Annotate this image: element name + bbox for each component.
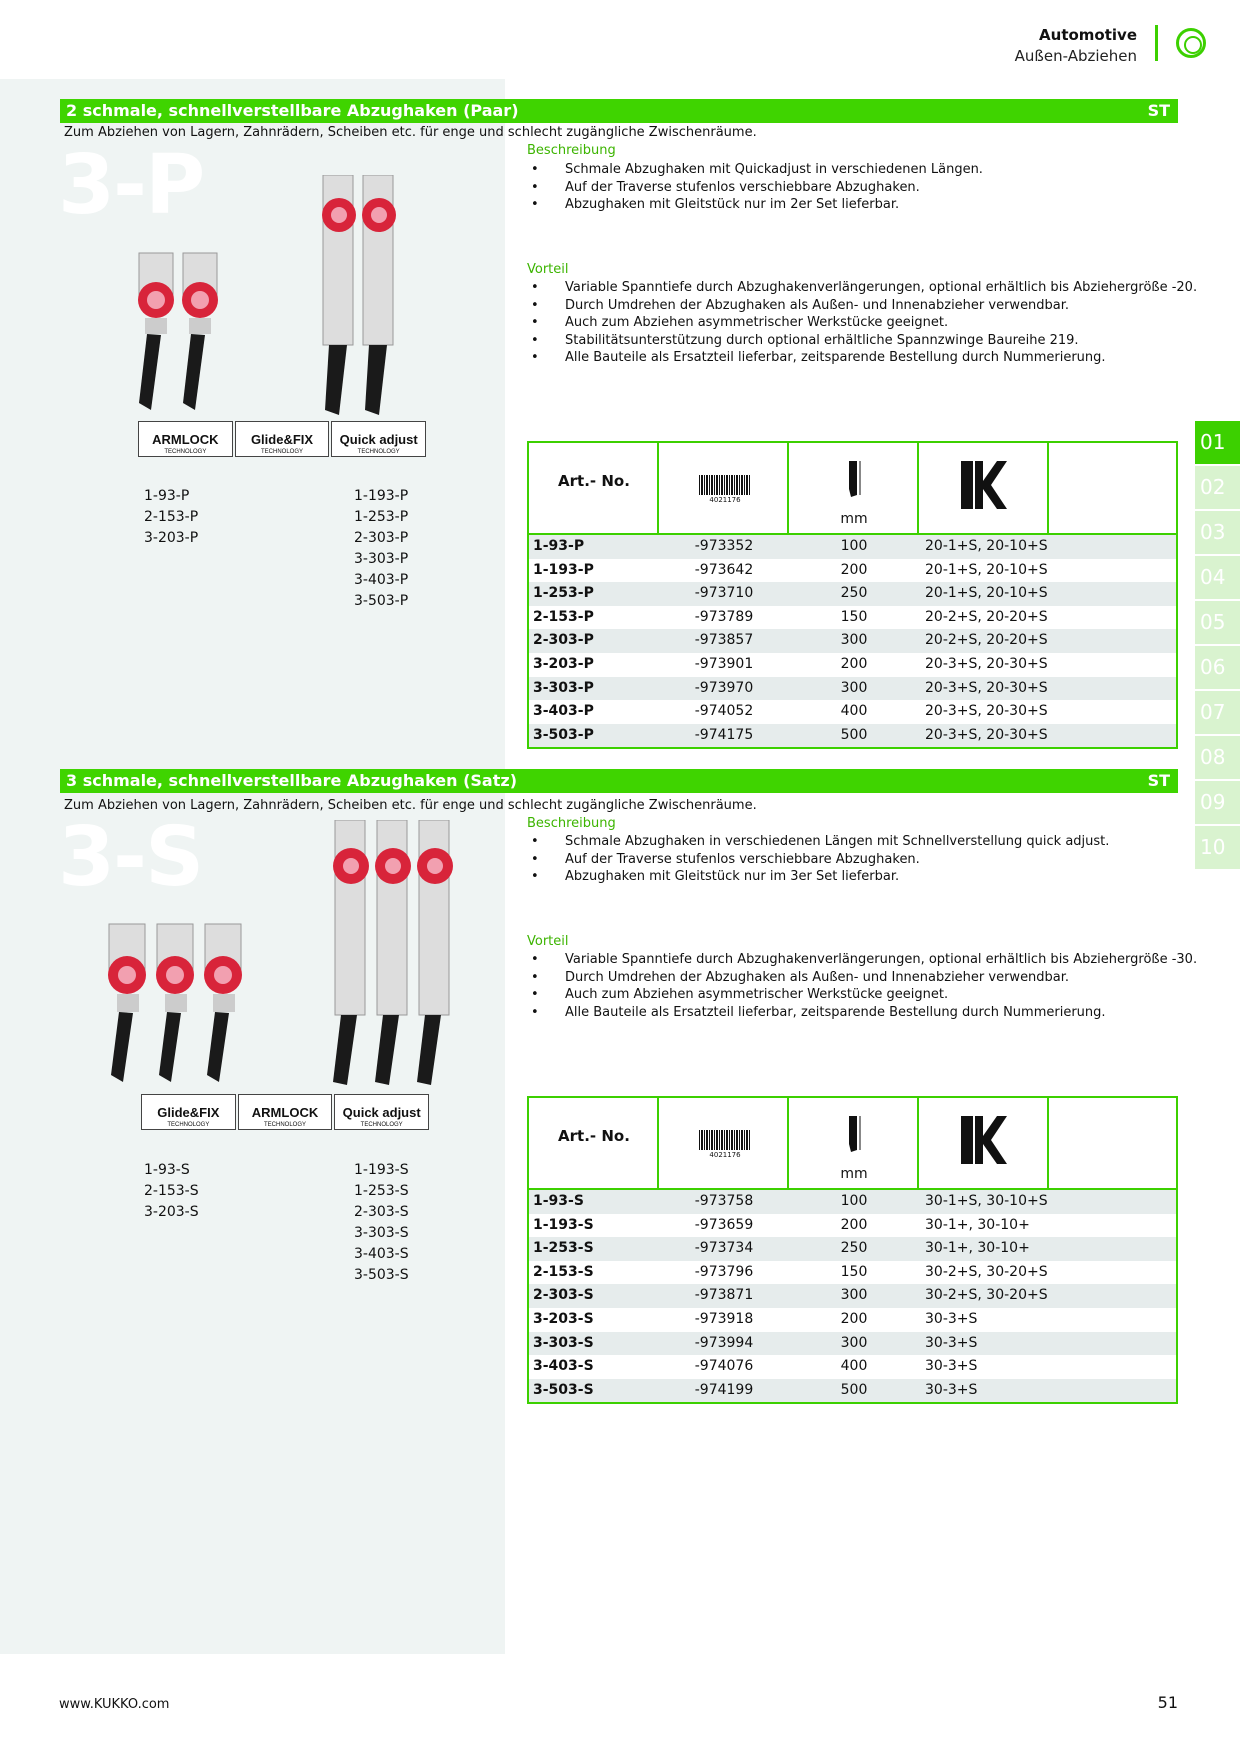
- code-list-right: [354, 486, 408, 612]
- article-number: -973758: [694, 1193, 754, 1209]
- combinable-with: 20-3+S, 20-30+S: [925, 655, 1048, 672]
- table-row: [529, 1355, 1176, 1379]
- advantages-heading: Vorteil: [527, 934, 569, 949]
- list-item: • Auf der Traverse stufenlos verschiebbare Abzughaken.: [527, 179, 983, 197]
- tab-chapter-02[interactable]: 02: [1195, 466, 1240, 509]
- list-item: • Schmale Abzughaken mit Quickadjust in verschiedenen Längen.: [527, 161, 983, 179]
- advantages-list: [527, 279, 1197, 367]
- combinable-with: 30-1+, 30-10+: [925, 1240, 1030, 1257]
- article-number: -974199: [694, 1381, 754, 1398]
- length-mm: 250: [840, 1240, 868, 1257]
- table-row: [529, 700, 1176, 724]
- list-item: 3-503-S: [354, 1267, 409, 1283]
- list-item: 1-193-P: [354, 488, 409, 504]
- header-subcategory: Außen-Abziehen: [1014, 47, 1137, 65]
- article-number: -973994: [694, 1334, 754, 1351]
- table-row: [529, 606, 1176, 630]
- long-hook-1: [333, 820, 369, 1085]
- length-mm: 200: [840, 1216, 868, 1233]
- table-row: [529, 1261, 1176, 1285]
- table-row: [529, 629, 1176, 653]
- combinable-with: 30-1+, 30-10+: [925, 1216, 1030, 1233]
- description-list: [527, 833, 1109, 886]
- article-number: -974052: [694, 703, 754, 720]
- section-intro: Zum Abziehen von Lagern, Zahnrädern, Scheiben etc. für enge und schlecht zugängliche Zwischenräume.: [64, 125, 757, 140]
- article-number: -973642: [694, 561, 754, 578]
- list-item: 2-153-S: [144, 1183, 199, 1199]
- table-row: [529, 724, 1176, 748]
- article-code: 3-303-S: [533, 1334, 594, 1351]
- section-title-bar: [60, 99, 1178, 123]
- article-code: 3-203-S: [533, 1310, 594, 1327]
- hook-depth-icon: [845, 459, 863, 499]
- combinable-with: 20-1+S, 20-10+S: [925, 585, 1048, 602]
- article-code: 1-193-S: [533, 1216, 594, 1233]
- combinable-with: 30-2+S, 30-20+S: [925, 1263, 1048, 1280]
- article-code: 3-403-S: [533, 1358, 594, 1375]
- table-row: [529, 1237, 1176, 1261]
- brand-logo-icon: [1176, 28, 1206, 58]
- table-body: [529, 535, 1176, 747]
- header-divider: [1155, 25, 1158, 61]
- list-item: 1-93-P: [144, 488, 190, 504]
- advantages-heading: Vorteil: [527, 262, 569, 277]
- list-item: 3-203-S: [144, 1204, 199, 1220]
- length-mm: 400: [840, 703, 868, 720]
- art-no-header: Art.- No.: [558, 472, 630, 490]
- short-hook-2: [156, 924, 194, 1082]
- art-no-header: Art.- No.: [558, 1127, 630, 1145]
- combinable-icon: [961, 461, 1009, 509]
- list-item: • Abzughaken mit Gleitstück nur im 2er Set lieferbar.: [527, 196, 983, 214]
- section-title: 2 schmale, schnellverstellbare Abzughaken (Paar): [66, 101, 519, 120]
- technology-logo: Quick adjust TECHNOLOGY: [334, 1094, 429, 1130]
- technology-logo: ARMLOCK TECHNOLOGY: [238, 1094, 333, 1130]
- combinable-with: 20-1+S, 20-10+S: [925, 561, 1048, 578]
- article-number: -973659: [694, 1216, 754, 1233]
- combinable-with: 20-3+S, 20-30+S: [925, 679, 1048, 696]
- technology-logos: [141, 1094, 429, 1130]
- combinable-with: 30-3+S: [925, 1358, 978, 1375]
- table-row: [529, 653, 1176, 677]
- advantages-list: [527, 951, 1197, 1021]
- table-row: [529, 1284, 1176, 1308]
- table-row: [529, 535, 1176, 559]
- table-row: [529, 582, 1176, 606]
- short-hook-2: [182, 253, 218, 410]
- long-hook-1: [322, 175, 356, 415]
- length-mm: 300: [840, 1287, 868, 1304]
- list-item: 3-303-P: [354, 551, 409, 567]
- tab-chapter-07[interactable]: 07: [1195, 691, 1240, 734]
- header-category: Automotive: [1039, 26, 1137, 44]
- page-number: 51: [1157, 1693, 1178, 1712]
- table-row: [529, 1332, 1176, 1356]
- table-header: [529, 443, 1176, 535]
- length-mm: 250: [840, 585, 868, 602]
- section-title-bar: [60, 769, 1178, 793]
- combinable-with: 30-1+S, 30-10+S: [925, 1193, 1048, 1209]
- technology-logo: Glide&FIX TECHNOLOGY: [235, 421, 330, 457]
- length-mm: 150: [840, 608, 868, 625]
- tab-chapter-08[interactable]: 08: [1195, 736, 1240, 779]
- list-item: 2-153-P: [144, 509, 199, 525]
- list-item: • Durch Umdrehen der Abzughaken als Außen- und Innenabzieher verwendbar.: [527, 969, 1197, 987]
- list-item: • Auf der Traverse stufenlos verschiebbare Abzughaken.: [527, 851, 1109, 869]
- list-item: 2-303-S: [354, 1204, 409, 1220]
- article-code: 2-153-P: [533, 608, 594, 625]
- list-item: 1-253-S: [354, 1183, 409, 1199]
- table-row: [529, 1379, 1176, 1403]
- table-row: [529, 559, 1176, 583]
- table-body: [529, 1190, 1176, 1402]
- article-number: -973734: [694, 1240, 754, 1257]
- list-item: • Alle Bauteile als Ersatzteil lieferbar, zeitsparende Bestellung durch Nummerierung.: [527, 1004, 1197, 1022]
- short-hook-3: [204, 924, 242, 1082]
- table-header: [529, 1098, 1176, 1190]
- article-code: 3-503-P: [533, 726, 594, 743]
- combinable-with: 30-2+S, 30-20+S: [925, 1287, 1048, 1304]
- length-mm: 300: [840, 1334, 868, 1351]
- article-number: -973352: [694, 538, 754, 554]
- combinable-with: 30-3+S: [925, 1334, 978, 1351]
- barcode-icon: 4021176: [699, 475, 751, 505]
- list-item: 3-403-S: [354, 1246, 409, 1262]
- tab-chapter-04[interactable]: 04: [1195, 556, 1240, 599]
- article-code: 2-303-S: [533, 1287, 594, 1304]
- combinable-icon: [961, 1116, 1009, 1164]
- article-number: -973970: [694, 679, 754, 696]
- article-code: 3-303-P: [533, 679, 594, 696]
- code-list-left: [144, 486, 198, 549]
- list-item: • Auch zum Abziehen asymmetrischer Werkstücke geeignet.: [527, 314, 1197, 332]
- length-mm: 200: [840, 1310, 868, 1327]
- code-list-left: [144, 1160, 199, 1223]
- technology-logo: Quick adjust TECHNOLOGY: [331, 421, 426, 457]
- combinable-with: 20-2+S, 20-20+S: [925, 632, 1048, 649]
- product-table: [527, 441, 1178, 749]
- section-code-watermark: 3-S: [58, 810, 203, 905]
- list-item: • Auch zum Abziehen asymmetrischer Werkstücke geeignet.: [527, 986, 1197, 1004]
- length-mm: 150: [840, 1263, 868, 1280]
- table-row: [529, 677, 1176, 701]
- article-code: 3-403-P: [533, 703, 594, 720]
- section-badge: ST: [1147, 771, 1170, 790]
- list-item: • Abzughaken mit Gleitstück nur im 3er Set lieferbar.: [527, 868, 1109, 886]
- length-mm: 100: [840, 538, 868, 554]
- table-row: [529, 1190, 1176, 1214]
- article-code: 3-203-P: [533, 655, 594, 672]
- list-item: 3-303-S: [354, 1225, 409, 1241]
- combinable-with: 20-3+S, 20-30+S: [925, 726, 1048, 743]
- short-hook-1: [138, 253, 174, 410]
- long-hook-2: [362, 175, 396, 415]
- article-code: 1-253-P: [533, 585, 594, 602]
- unit-label: mm: [840, 511, 868, 527]
- hook-depth-icon: [845, 1114, 863, 1154]
- tab-chapter-09[interactable]: 09: [1195, 781, 1240, 824]
- product-image-pair: [125, 175, 455, 415]
- section-badge: ST: [1147, 101, 1170, 120]
- list-item: 3-503-P: [354, 593, 409, 609]
- combinable-with: 30-3+S: [925, 1381, 978, 1398]
- long-hook-2: [375, 820, 411, 1085]
- article-number: -973901: [694, 655, 754, 672]
- product-image-set: [105, 820, 465, 1085]
- length-mm: 400: [840, 1358, 868, 1375]
- list-item: • Durch Umdrehen der Abzughaken als Außen- und Innenabzieher verwendbar.: [527, 297, 1197, 315]
- unit-label: mm: [840, 1166, 868, 1182]
- list-item: • Variable Spanntiefe durch Abzughakenverlängerungen, optional erhältlich bis Abziehergröße -30.: [527, 951, 1197, 969]
- length-mm: 500: [840, 726, 868, 743]
- section-title: 3 schmale, schnellverstellbare Abzughaken (Satz): [66, 771, 517, 790]
- article-code: 2-153-S: [533, 1263, 594, 1280]
- chapter-tabs: [1195, 421, 1240, 871]
- list-item: • Variable Spanntiefe durch Abzughakenverlängerungen, optional erhältlich bis Abziehergröße -20.: [527, 279, 1197, 297]
- length-mm: 500: [840, 1381, 868, 1398]
- tab-chapter-10[interactable]: 10: [1195, 826, 1240, 869]
- article-code: 3-503-S: [533, 1381, 594, 1398]
- article-number: -974076: [694, 1358, 754, 1375]
- section-code-watermark: 3-P: [58, 138, 204, 233]
- article-number: -973871: [694, 1287, 754, 1304]
- code-list-right: [354, 1160, 409, 1286]
- article-code: 1-253-S: [533, 1240, 594, 1257]
- tab-chapter-03[interactable]: 03: [1195, 511, 1240, 554]
- list-item: 1-253-P: [354, 509, 409, 525]
- length-mm: 300: [840, 632, 868, 649]
- technology-logo: Glide&FIX TECHNOLOGY: [141, 1094, 236, 1130]
- footer-url[interactable]: www.KUKKO.com: [59, 1697, 170, 1712]
- list-item: 3-203-P: [144, 530, 199, 546]
- combinable-with: 30-3+S: [925, 1310, 978, 1327]
- article-number: -973789: [694, 608, 754, 625]
- tab-chapter-05[interactable]: 05: [1195, 601, 1240, 644]
- list-item: • Alle Bauteile als Ersatzteil lieferbar, zeitsparende Bestellung durch Nummerierung.: [527, 349, 1197, 367]
- section-intro: Zum Abziehen von Lagern, Zahnrädern, Scheiben etc. für enge und schlecht zugängliche Zwischenräume.: [64, 798, 757, 813]
- combinable-with: 20-2+S, 20-20+S: [925, 608, 1048, 625]
- article-number: -973857: [694, 632, 754, 649]
- article-number: -973918: [694, 1310, 754, 1327]
- article-code: 1-93-P: [533, 538, 585, 554]
- length-mm: 300: [840, 679, 868, 696]
- technology-logos: [138, 421, 426, 457]
- list-item: 1-93-S: [144, 1162, 190, 1178]
- barcode-icon: 4021176: [699, 1130, 751, 1160]
- table-row: [529, 1308, 1176, 1332]
- list-item: • Schmale Abzughaken in verschiedenen Längen mit Schnellverstellung quick adjust.: [527, 833, 1109, 851]
- length-mm: 100: [840, 1193, 868, 1209]
- article-number: -973710: [694, 585, 754, 602]
- list-item: 1-193-S: [354, 1162, 409, 1178]
- long-hook-3: [417, 820, 453, 1085]
- description-list: [527, 161, 983, 214]
- article-number: -974175: [694, 726, 754, 743]
- combinable-with: 20-3+S, 20-30+S: [925, 703, 1048, 720]
- tab-chapter-06[interactable]: 06: [1195, 646, 1240, 689]
- description-heading: Beschreibung: [527, 816, 616, 831]
- article-code: 1-93-S: [533, 1193, 584, 1209]
- list-item: • Stabilitätsunterstützung durch optional erhältliche Spannzwinge Baureihe 219.: [527, 332, 1197, 350]
- list-item: 2-303-P: [354, 530, 409, 546]
- article-number: -973796: [694, 1263, 754, 1280]
- product-table: [527, 1096, 1178, 1404]
- short-hook-1: [108, 924, 146, 1082]
- article-code: 1-193-P: [533, 561, 594, 578]
- combinable-with: 20-1+S, 20-10+S: [925, 538, 1048, 554]
- list-item: 3-403-P: [354, 572, 409, 588]
- length-mm: 200: [840, 655, 868, 672]
- tab-chapter-01[interactable]: 01: [1195, 421, 1240, 464]
- technology-logo: ARMLOCK TECHNOLOGY: [138, 421, 233, 457]
- description-heading: Beschreibung: [527, 143, 616, 158]
- article-code: 2-303-P: [533, 632, 594, 649]
- length-mm: 200: [840, 561, 868, 578]
- table-row: [529, 1214, 1176, 1238]
